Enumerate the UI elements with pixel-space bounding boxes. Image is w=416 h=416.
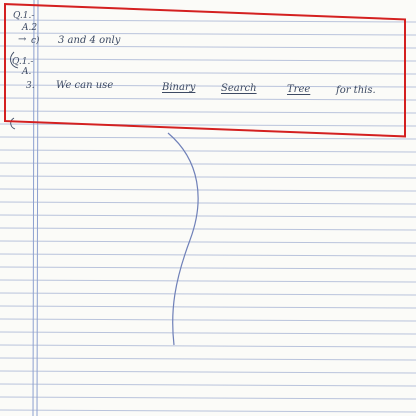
question-label-q1: Q.1.- — [13, 11, 35, 21]
word-search: Search — [221, 83, 257, 94]
word-tree: Tree — [287, 84, 311, 95]
option-c-label: c) — [31, 36, 40, 46]
ink-bleed-curve — [168, 133, 198, 345]
highlight-rectangle — [4, 3, 406, 137]
sentence-start: We can use — [56, 80, 114, 91]
answer-label-a2: A.2 — [22, 23, 38, 33]
answer-text: 3 and 4 only — [58, 35, 121, 46]
answer-label-a: A. — [22, 67, 32, 77]
sentence-end: for this. — [336, 85, 376, 96]
item-number-3: 3. — [26, 81, 35, 91]
word-binary: Binary — [162, 82, 196, 93]
arrow-icon: → — [18, 34, 27, 45]
question-label-q1-second: Q.1.- — [12, 57, 34, 67]
